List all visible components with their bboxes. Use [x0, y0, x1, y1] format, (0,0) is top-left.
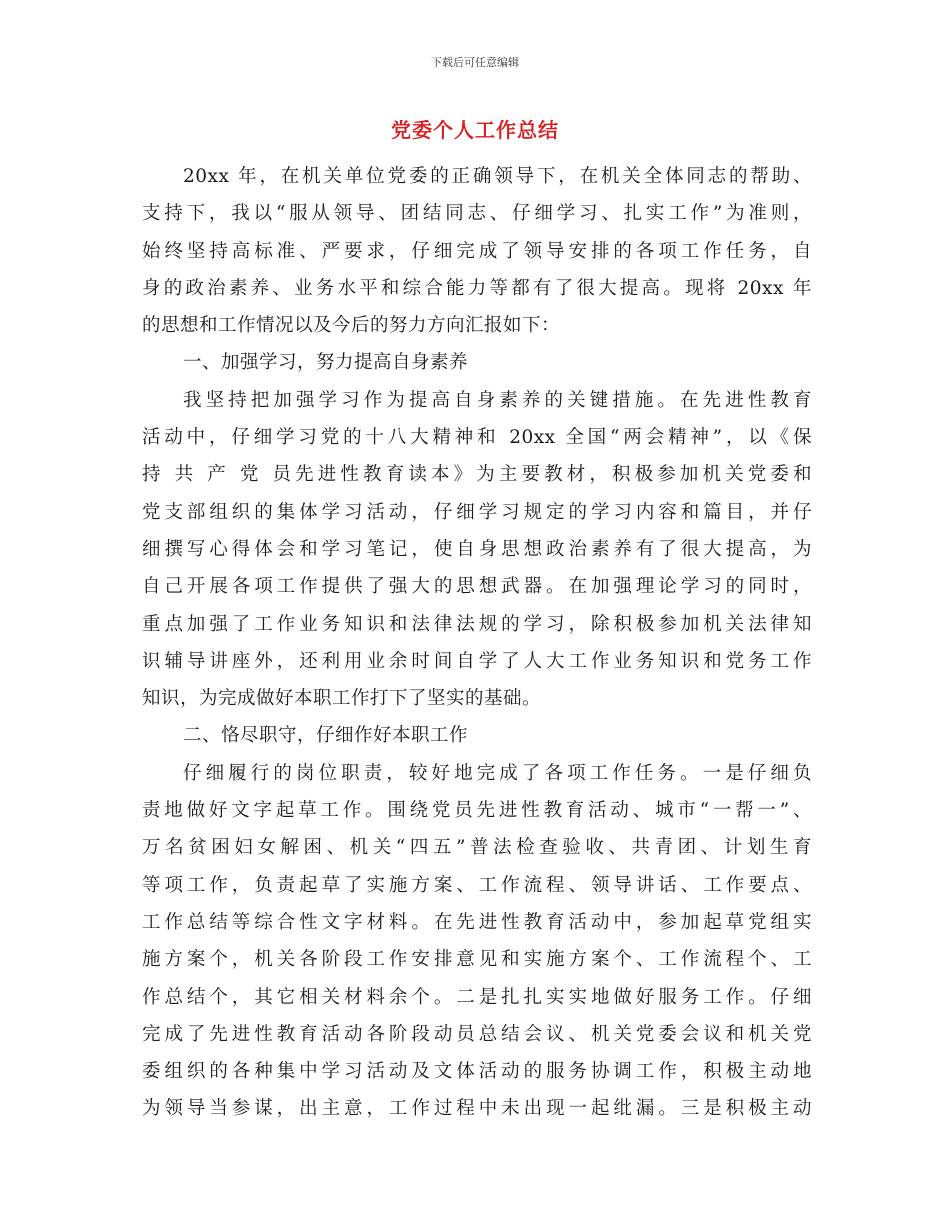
header-note: 下载后可任意编辑	[431, 56, 519, 69]
text-line: 20xx 年，在机关单位党委的正确领导下，在机关全体同志的帮助、	[183, 166, 812, 187]
text-line: 施方案个，机关各阶段工作安排意见和实施方案个、工作流程个、工	[142, 949, 812, 971]
text-line: 活动中，仔细学习党的十八大精神和 20xx 全国“两会精神”，以《保	[142, 427, 812, 449]
text-line: 细撰写心得体会和学习笔记，使自身思想政治素养有了很大提高，为	[142, 538, 812, 560]
document-title: 党委个人工作总结	[391, 118, 559, 142]
text-line: 为领导当参谋，出主意，工作过程中未出现一起纰漏。三是积极主动	[142, 1098, 812, 1120]
text-line: 工作总结等综合性文字材料。在先进性教育活动中，参加起草党组实	[142, 911, 812, 933]
text-line: 二、恪尽职守，仔细作好本职工作	[183, 725, 469, 747]
text-line: 知识，为完成做好本职工作打下了坚实的基础。	[142, 688, 542, 710]
text-line: 持 共 产 党 员先进性教育读本》为主要教材，积极参加机关党委和	[142, 464, 812, 486]
text-line: 的思想和工作情况以及今后的努力方向汇报如下：	[142, 315, 561, 337]
text-line: 我坚持把加强学习作为提高自身素养的关键措施。在先进性教育	[183, 389, 812, 411]
text-line: 作总结个，其它相关材料余个。二是扎扎实实地做好服务工作。仔细	[142, 986, 812, 1008]
text-line: 责地做好文字起草工作。围绕党员先进性教育活动、城市“一帮一”、	[142, 800, 812, 822]
text-line: 识辅导讲座外，还利用业余时间自学了人大工作业务知识和党务工作	[142, 650, 812, 672]
text-line: 始终坚持高标准、严要求，仔细完成了领导安排的各项工作任务，自	[142, 240, 812, 262]
text-line: 重点加强了工作业务知识和法律法规的学习，除积极参加机关法律知	[142, 613, 812, 635]
text-line: 党支部组织的集体学习活动，仔细学习规定的学习内容和篇目，并仔	[142, 501, 812, 523]
text-line: 支持下，我以“服从领导、团结同志、仔细学习、扎实工作”为准则，	[142, 203, 812, 225]
text-line: 委组织的各种集中学习活动及文体活动的服务协调工作，积极主动地	[142, 1061, 812, 1083]
text-line: 仔细履行的岗位职责，较好地完成了各项工作任务。一是仔细负	[183, 762, 812, 784]
document-body	[142, 158, 812, 1128]
text-line: 一、加强学习，努力提高自身素养	[183, 352, 469, 374]
text-line: 自己开展各项工作提供了强大的思想武器。在加强理论学习的同时，	[142, 576, 812, 598]
text-line: 完成了先进性教育活动各阶段动员总结会议、机关党委会议和机关党	[142, 1023, 812, 1045]
text-line: 身的政治素养、业务水平和综合能力等都有了很大提高。现将 20xx 年	[142, 277, 812, 299]
text-line: 等项工作，负责起草了实施方案、工作流程、领导讲话、工作要点、	[142, 874, 812, 896]
text-line: 万名贫困妇女解困、机关“四五”普法检查验收、共青团、计划生育	[142, 837, 812, 859]
